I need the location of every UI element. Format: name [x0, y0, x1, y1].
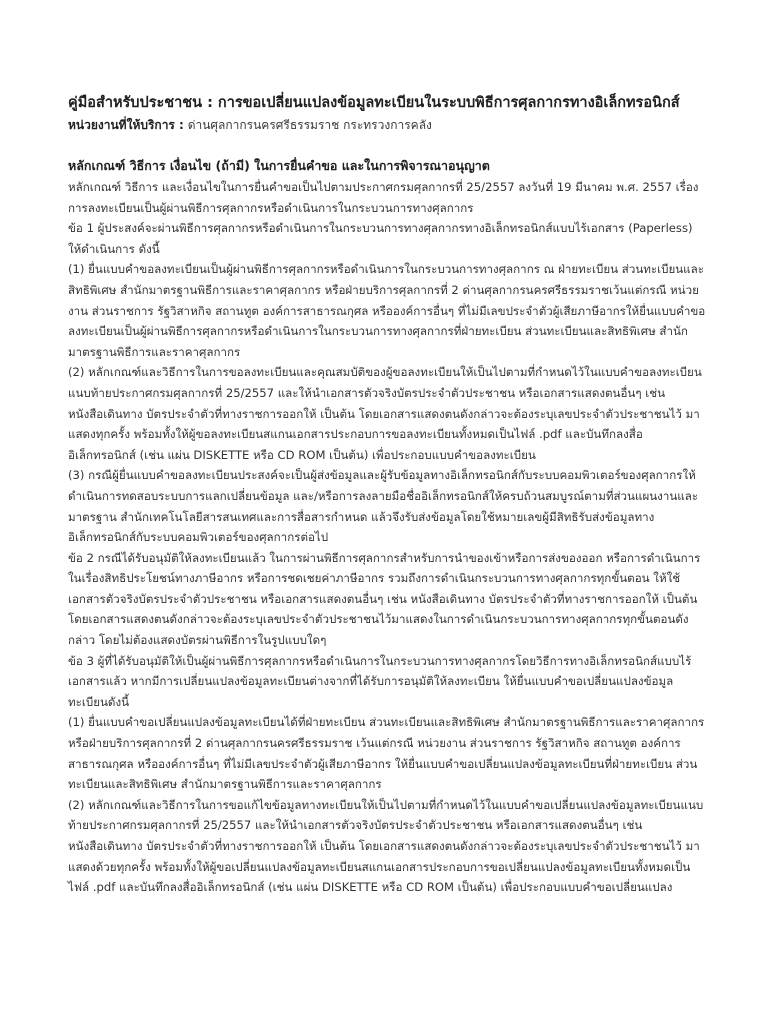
page-title: คู่มือสำหรับประชาชน : การขอเปลี่ยนแปลงข้อมูลทะเบียนในระบบพิธีการศุลกากรทางอิเล็กทรอนิกส์ — [68, 95, 680, 111]
clause-3-paragraph: ข้อ 3 ผู้ที่ได้รับอนุมัติให้เป็นผู้ผ่านพิธีการศุลกากรหรือดำเนินการในกระบวนการทางศุลกากรโดยวิธีการทางอิเล็กทรอนิกส์แบบไร้เอกสารแล้ว หากมีการเปลี่ยนแปลงข้อมูลทะเบียนต่างจากที่ได้รับการอนุมัติให้ลงทะเบียน ให้ยื่นแบบคำขอเปลี่ยนแปลงข้อมูลทะเบียนดังนี้ — [68, 653, 692, 709]
clause-1-item-3-paragraph: (3) กรณีผู้ยื่นแบบคำขอลงทะเบียนประสงค์จะเป็นผู้ส่งข้อมูลและผู้รับข้อมูลทางอิเล็กทรอนิกส์กับระบบคอมพิวเตอร์ของศุลกากรให้ดำเนินการทดสอบระบบการแลกเปลี่ยนข้อมูล และ/หรือการลงลายมือชื่ออิเล็กทรอนิกส์ให้ครบถ้วนสมบูรณ์ตามที่ส่วนแผนงานและมาตรฐาน สำนักเทคโนโลยีสารสนเทศและการสื่อสารกำหนด แล้วจึงรับส่งข้อมูลโดยใช้หมายเลขผู้มีสิทธิรับส่งข้อมูลทางอิเล็กทรอนิกส์กับระบบคอมพิวเตอร์ของศุลกากรต่อไป — [68, 468, 699, 545]
criteria-section — [68, 155, 708, 898]
section-heading: หลักเกณฑ์ วิธีการ เงื่อนไข (ถ้ามี) ในการยื่นคำขอ และในการพิจารณาอนุญาต — [68, 158, 490, 173]
clause-3-item-1-paragraph: (1) ยื่นแบบคำขอเปลี่ยนแปลงข้อมูลทะเบียนได้ที่ฝ่ายทะเบียน ส่วนทะเบียนและสิทธิพิเศษ สำนักมาตรฐานพิธีการและราคาศุลกากร หรือฝ่ายบริการศุลกากรที่ 2 ด่านศุลกากรนครศรีธรรมราช เว้นแต่กรณี หน่วยงาน ส่วนราชการ รัฐวิสาหกิจ สถานทูต องค์การสาธารณกุศล หรือองค์การอื่นๆ ที่ไม่มีเลขประจำตัวผู้เสียภาษีอากร ให้ยื่นแบบคำขอเปลี่ยนแปลงข้อมูลทะเบียนที่ฝ่ายทะเบียน ส่วนทะเบียนและสิทธิพิเศษ สำนักมาตรฐานพิธีการและราคาศุลกากร — [68, 715, 705, 792]
service-agency-label: หน่วยงานที่ให้บริการ : — [68, 118, 184, 132]
clause-1-item-2-paragraph: (2) หลักเกณฑ์และวิธีการในการขอลงทะเบียนและคุณสมบัติของผู้ขอลงทะเบียนให้เป็นไปตามที่กำหนดไว้ในแบบคำขอลงทะเบียนแนบท้ายประกาศกรมศุลกากรที่ 25/2557 และให้นำเอกสารตัวจริงบัตรประจำตัวประชาชน หรือเอกสารแสดงตนอื่นๆ เช่น หนังสือเดินทาง บัตรประจำตัวที่ทางราชการออกให้ เป็นต้น โดยเอกสารแสดงตนดังกล่าวจะต้องระบุเลขประจำตัวประชาชนไว้ มาแสดงทุกครั้ง พร้อมทั้งให้ผู้ขอลงทะเบียนสแกนเอกสารประกอบการขอลงทะเบียนทั้งหมดเป็นไฟล์ .pdf และบันทึกลงสื่ออิเล็กทรอนิกส์ (เช่น แผ่น DISKETTE หรือ CD ROM เป็นต้น) เพื่อประกอบแบบคำขอลงทะเบียน — [68, 365, 702, 462]
clause-2-paragraph: ข้อ 2 กรณีได้รับอนุมัติให้ลงทะเบียนแล้ว ในการผ่านพิธีการศุลกากรสำหรับการนำของเข้าหรือการส่งของออก หรือการดำเนินการในเรื่องสิทธิประโยชน์ทางภาษีอากร หรือการชดเชยค่าภาษีอากร รวมถึงการดำเนินกระบวนการทางศุลกากรทุกขั้นตอน ให้ใช้เอกสารตัวจริงบัตรประจำตัวประชาชน หรือเอกสารแสดงตนอื่นๆ เช่น หนังสือเดินทาง บัตรประจำตัวที่ทางราชการออกให้ เป็นต้น โดยเอกสารแสดงตนดังกล่าวจะต้องระบุเลขประจำตัวประชาชนไว้มาแสดงในการดำเนินกระบวนการทางศุลกากรทุกขั้นตอนดังกล่าว โดยไม่ต้องแสดงบัตรผ่านพิธีการในรูปแบบใดๆ — [68, 550, 701, 648]
service-agency-value: ด่านศุลกากรนครศรีธรรมราช กระทรวงการคลัง — [187, 118, 432, 132]
clause-1-item-1-paragraph: (1) ยื่นแบบคำขอลงทะเบียนเป็นผู้ผ่านพิธีการศุลกากรหรือดำเนินการในกระบวนการทางศุลกากร ณ ฝ่ายทะเบียน ส่วนทะเบียนและสิทธิพิเศษ สำนักมาตรฐานพิธีการและราคาศุลกากร หรือฝ่ายบริการศุลกากรที่ 2 ด่านศุลกากรนครศรีธรรมราชเว้นแต่กรณี หน่วยงาน ส่วนราชการ รัฐวิสาหกิจ สถานทูต องค์การสาธารณกุศล หรือองค์การอื่นๆ ที่ไม่มีเลขประจำตัวผู้เสียภาษีอากรให้ยื่นแบบคำขอลงทะเบียนเป็นผู้ผ่านพิธีการศุลกากรหรือดำเนินการในกระบวนการทางศุลกากรที่ฝ่ายทะเบียน ส่วนทะเบียนและสิทธิพิเศษ สำนักมาตรฐานพิธีการและราคาศุลกากร — [68, 262, 706, 359]
clause-3-item-2-paragraph: (2) หลักเกณฑ์และวิธีการในการขอแก้ไขข้อมูลทางทะเบียนให้เป็นไปตามที่กำหนดไว้ในแบบคำขอเปลี่ยนแปลงข้อมูลทะเบียนแนบท้ายประกาศกรมศุลกากรที่ 25/2557 และให้นำเอกสารตัวจริงบัตรประจำตัวประชาชน หรือเอกสารแสดงตนอื่นๆ เช่น หนังสือเดินทาง บัตรประจำตัวที่ทางราชการออกให้ เป็นต้น โดยเอกสารแสดงตนดังกล่าวจะต้องระบุเลขประจำตัวประชาชนไว้ มาแสดงด้วยทุกครั้ง พร้อมทั้งให้ผู้ขอเปลี่ยนแปลงข้อมูลทะเบียนสแกนเอกสารประกอบการขอเปลี่ยนแปลงข้อมูลทะเบียนทั้งหมดเป็นไฟล์ .pdf และบันทึกลงสื่ออิเล็กทรอนิกส์ (เช่น แผ่น DISKETTE หรือ CD ROM เป็นต้น) เพื่อประกอบแบบคำขอเปลี่ยนแปลง — [68, 797, 704, 895]
criteria-intro-paragraph: หลักเกณฑ์ วิธีการ และเงื่อนไขในการยื่นคำขอเป็นไปตามประกาศกรมศุลกากรที่ 25/2557 ลงวันที่ 19 มีนาคม พ.ศ. 2557 เรื่อง การลงทะเบียนเป็นผู้ผ่านพิธีการศุลกากรหรือดำเนินการในกระบวนการทางศุลกากร — [68, 180, 699, 215]
service-agency-line — [68, 115, 708, 135]
clause-1-paragraph: ข้อ 1 ผู้ประสงค์จะผ่านพิธีการศุลกากรหรือดำเนินการในกระบวนการทางศุลกากรทางอิเล็กทรอนิกส์แบบไร้เอกสาร (Paperless) ให้ดำเนินการ ดังนี้ — [68, 221, 693, 256]
